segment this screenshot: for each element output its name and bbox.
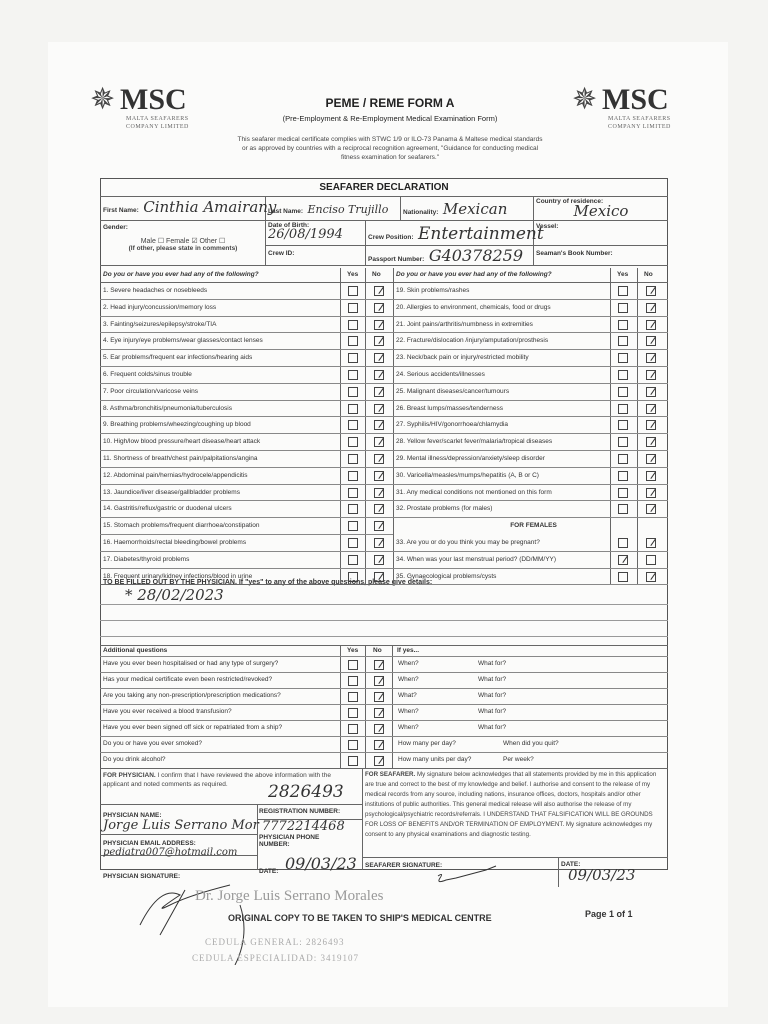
physician-email-label: PHYSICIAN EMAIL ADDRESS: [103, 840, 196, 847]
section-title: SEAFARER DECLARATION [319, 182, 449, 193]
question-item: 9. Breathing problems/wheezing/coughing up blood [103, 421, 251, 429]
yes-checkbox[interactable] [348, 303, 358, 313]
no-checkbox-checked[interactable] [374, 336, 384, 346]
yes-checkbox[interactable] [348, 420, 358, 430]
registration-number-value[interactable]: 2826493 [268, 782, 344, 802]
question-item: 16. Haemorrhoids/rectal bleeding/bowel problems [103, 539, 247, 546]
if-yes-prompt[interactable]: When? [398, 724, 419, 731]
if-yes-prompt[interactable]: What? [398, 692, 417, 699]
no-checkbox-checked[interactable] [646, 437, 656, 447]
question-item: 18. Frequent urinary/kidney infections/blood in urine [103, 572, 253, 580]
question-item: 23. Neck/back pain or injury/restricted mobility [396, 354, 529, 362]
additional-question: Have you ever been signed off sick or repatriated from a ship? [103, 724, 283, 731]
yes-checkbox[interactable] [618, 336, 628, 346]
stamp-cedula-general: CEDULA GENERAL: 2826493 [205, 937, 345, 947]
no-checkbox-checked[interactable] [646, 488, 656, 498]
column-header-no: No [373, 647, 382, 654]
yes-checkbox[interactable] [618, 471, 628, 481]
row-divider [100, 752, 668, 753]
no-checkbox-checked[interactable] [374, 454, 384, 464]
compass-emblem-icon: ✵ [572, 83, 598, 116]
last-name-field[interactable]: Last Name: Enciso Trujillo [268, 203, 389, 216]
question-item: 7. Poor circulation/varicose veins [103, 387, 199, 395]
physician-date-label: DATE: [259, 868, 279, 875]
yes-checkbox[interactable] [348, 320, 358, 330]
additional-question: Have you ever received a blood transfusion? [103, 708, 232, 715]
no-checkbox-checked[interactable] [374, 420, 384, 430]
column-header-no: No [372, 271, 381, 278]
question-item: 13. Jaundice/liver disease/gallbladder problems [103, 488, 240, 496]
no-checkbox-checked[interactable] [374, 437, 384, 447]
msc-logo-right [572, 85, 682, 135]
question-item: 11. Shortness of breath/chest pain/palpitations/angina [103, 455, 258, 462]
yes-checkbox[interactable] [348, 488, 358, 498]
additional-question: Do you drink alcohol? [103, 756, 166, 763]
no-checkbox-checked[interactable] [646, 353, 656, 363]
additional-question: Have you ever been hospitalised or had any type of surgery? [103, 660, 279, 667]
question-item: 25. Malignant diseases/cancer/tumours [396, 387, 510, 395]
yes-checkbox[interactable] [348, 387, 358, 397]
logo-subtitle: MALTA SEAFARERS COMPANY LIMITED [608, 116, 671, 130]
no-checkbox-checked[interactable] [374, 724, 384, 734]
yes-checkbox[interactable] [348, 740, 358, 750]
question-item: 19. Skin problems/rashes [396, 287, 470, 294]
question-item: 3. Fainting/seizures/epilepsy/stroke/TIA [103, 320, 217, 328]
vessel-field[interactable]: Vessel: [536, 223, 559, 230]
column-divider [392, 645, 393, 768]
question-item: 8. Asthma/bronchitis/pneumonia/tuberculosis [103, 404, 232, 412]
physician-stamp-name: Dr. Jorge Luis Serrano Morales [195, 888, 384, 904]
no-checkbox-checked[interactable] [374, 708, 384, 718]
if-yes-followup[interactable]: What for? [478, 660, 507, 667]
no-checkbox-checked[interactable] [646, 387, 656, 397]
yes-checkbox[interactable] [618, 454, 628, 464]
no-checkbox-checked[interactable] [646, 454, 656, 464]
yes-checkbox[interactable] [618, 303, 628, 313]
physician-name-label: PHYSICIAN NAME: [103, 812, 162, 819]
if-yes-prompt[interactable]: When? [398, 708, 419, 715]
no-checkbox-checked[interactable] [646, 286, 656, 296]
yes-checkbox[interactable] [348, 538, 358, 548]
question-item: 31. Any medical conditions not mentioned on this form [396, 488, 552, 496]
yes-checkbox[interactable] [618, 286, 628, 296]
column-divider [340, 645, 341, 768]
msc-logo-left [90, 85, 200, 135]
question-item: 34. When was your last menstrual period? (DD/MM/YY) [396, 555, 557, 563]
country-field[interactable]: Country of residence: Mexico [536, 198, 629, 220]
logo-text: MSC [602, 83, 669, 116]
yes-checkbox[interactable] [348, 708, 358, 718]
seafarer-signature [430, 862, 510, 884]
row-divider [393, 584, 668, 585]
compass-emblem-icon: ✵ [90, 83, 116, 116]
additional-question: Are you taking any non-prescription/prescription medications? [103, 692, 281, 699]
yes-checkbox[interactable] [348, 286, 358, 296]
no-checkbox-checked[interactable] [374, 404, 384, 414]
if-yes-followup[interactable]: Per week? [503, 756, 534, 763]
column-header-yes: Yes [347, 271, 359, 278]
question-item: 20. Allergies to environment, chemicals, food or drugs [396, 303, 551, 311]
physician-phone-label: PHYSICIAN PHONE NUMBER: [259, 834, 320, 848]
no-checkbox-checked[interactable] [646, 404, 656, 414]
yes-checkbox[interactable] [618, 437, 628, 447]
first-name-field[interactable]: First Name: Cinthia Amairany [103, 198, 277, 216]
gender-field[interactable]: Gender: Male ☐ Female ☑ Other ☐ (If other, please state in comments) [103, 224, 238, 252]
yes-checkbox[interactable] [618, 387, 628, 397]
yes-checkbox[interactable] [348, 504, 358, 514]
no-checkbox-checked[interactable] [646, 420, 656, 430]
physician-details-entry[interactable]: * 28/02/2023 [125, 586, 224, 604]
logo-text: MSC [120, 83, 187, 116]
question-item: 2. Head injury/concussion/memory loss [103, 303, 217, 311]
no-checkbox-checked[interactable] [646, 471, 656, 481]
no-checkbox-checked[interactable] [646, 370, 656, 380]
no-checkbox-checked[interactable] [374, 555, 384, 565]
question-item: 21. Joint pains/arthritis/numbness in extremities [396, 320, 533, 328]
if-yes-prompt[interactable]: How many units per day? [398, 756, 472, 763]
additional-question: Has your medical certificate even been restricted/revoked? [103, 676, 273, 683]
yes-checkbox[interactable] [348, 437, 358, 447]
yes-checkbox[interactable] [618, 320, 628, 330]
physician-signature-label: PHYSICIAN SIGNATURE: [103, 873, 181, 880]
no-checkbox-checked[interactable] [374, 740, 384, 750]
form-title: PEME / REME FORM A [325, 96, 455, 110]
no-checkbox-checked[interactable] [374, 504, 384, 514]
question-item: 22. Fracture/dislocation /injury/amputation/prosthesis [396, 337, 549, 345]
no-checkbox-checked[interactable] [374, 521, 384, 531]
physician-name-value[interactable]: Jorge Luis Serrano Mor [103, 818, 259, 833]
physician-details-label: TO BE FILLED OUT BY THE PHYSICIAN. If "yes" to any of the above questions, please give details: [103, 579, 433, 586]
question-item: 14. Gastritis/reflux/gastric or duodenal ulcers [103, 505, 232, 513]
no-checkbox[interactable] [646, 572, 656, 582]
seafarer-date-label: DATE: [561, 861, 581, 868]
question-item: 33. Are you or do you think you may be pregnant? [396, 539, 540, 546]
yes-checkbox[interactable] [618, 370, 628, 380]
seafarer-statement: FOR SEAFARER. My signature below acknowledges that all statements provided by me in this application are true and correct to the best of my knowledge and belief. I authorise and consent to the release of my medical records from any source, including nations, insurance offices, doctors, hospitals and/or other institutions of public authorities. This general medical release will also authorise the release of my psychological/psychiatric records/referrals. I UNDERSTAND THAT FALSIFICATION WILL BE GROUNDS FOR LOSS OF BENEFITS AND/OR TERMINATION OF EMPLOYMENT. My signature acknowledges my consent to any physical examinations and diagnostic testing. [365, 771, 657, 838]
question-item: 12. Abdominal pain/hernias/hydrocele/appendicitis [103, 471, 248, 479]
question-item: 5. Ear problems/frequent ear infections/hearing aids [103, 354, 253, 362]
if-yes-followup[interactable]: What for? [478, 676, 507, 683]
stamp-cedula-especialidad: CEDULA ESPECIALIDAD: 3419107 [192, 953, 359, 963]
if-yes-followup[interactable]: What for? [478, 724, 507, 731]
column-divider [365, 645, 366, 768]
question-item: 15. Stomach problems/frequent diarrhoea/constipation [103, 522, 260, 530]
yes-checkbox[interactable] [348, 572, 358, 582]
divider [100, 645, 668, 646]
no-checkbox-checked[interactable] [374, 756, 384, 766]
yes-checkbox[interactable] [348, 336, 358, 346]
questions-header-right: Do you or have you ever had any of the following? [396, 271, 552, 278]
yes-checkbox[interactable] [618, 420, 628, 430]
if-yes-prompt[interactable]: When? [398, 676, 419, 683]
if-yes-followup[interactable]: What for? [478, 708, 507, 715]
if-yes-followup[interactable]: When did you quit? [503, 740, 559, 747]
no-checkbox-checked[interactable] [374, 471, 384, 481]
yes-checkbox[interactable] [348, 353, 358, 363]
if-yes-prompt[interactable]: How many per day? [398, 740, 456, 747]
yes-checkbox[interactable] [618, 404, 628, 414]
if-yes-followup[interactable]: What for? [478, 692, 507, 699]
no-checkbox-checked[interactable] [374, 286, 384, 296]
yes-checkbox[interactable] [618, 555, 628, 565]
column-header-no: No [644, 271, 653, 278]
no-checkbox-checked[interactable] [646, 504, 656, 514]
no-checkbox-checked[interactable] [374, 303, 384, 313]
yes-checkbox[interactable] [618, 488, 628, 498]
question-item: 32. Prostate problems (for males) [396, 505, 493, 513]
physician-statement: FOR PHYSICIAN. I confirm that I have reviewed the above information with the applicant and noted comments as required. [103, 772, 331, 788]
yes-checkbox[interactable] [618, 353, 628, 363]
question-item: 10. High/low blood pressure/heart disease/heart attack [103, 438, 261, 446]
question-item: 27. Syphilis/HIV/gonorrhoea/chlamydia [396, 421, 509, 429]
question-item: 28. Yellow fever/scarlet fever/malaria/tropical diseases [396, 438, 553, 446]
question-item: 6. Frequent colds/sinus trouble [103, 371, 192, 378]
yes-checkbox[interactable] [348, 724, 358, 734]
seafarer-signature-label: SEAFARER SIGNATURE: [365, 862, 443, 869]
compliance-text: This seafarer medical certificate complies with STWC 1/9 or ILO-73 Panama & Maltese medical standards or as approved by countries with a reciprocal recognition agreement, "Guidance for conducting medical fitness examination for seafarers." [237, 136, 543, 161]
question-item: 26. Breast lumps/masses/tenderness [396, 404, 503, 412]
physician-date-value[interactable]: 09/03/23 [285, 854, 357, 873]
question-item: 30. Varicella/measles/mumps/hepatitis (A, B or C) [396, 471, 539, 479]
for-females-heading: FOR FEMALES [510, 522, 557, 530]
additional-question: Do you or have you ever smoked? [103, 740, 202, 747]
question-item: 17. Diabetes/thyroid problems [103, 555, 190, 563]
physician-phone-value[interactable]: 7772214468 [262, 819, 345, 834]
no-checkbox-checked[interactable] [374, 692, 384, 702]
question-item: 4. Eye injury/eye problems/wear glasses/contact lenses [103, 337, 263, 345]
no-checkbox-checked[interactable] [374, 320, 384, 330]
no-checkbox-checked[interactable] [374, 370, 384, 380]
question-item: 35. Gynaecological problems/cysts [396, 572, 497, 580]
question-item: 1. Severe headaches or nosebleeds [103, 287, 208, 294]
seaman-book-field[interactable]: Seaman's Book Number: [536, 250, 613, 257]
column-header-if-yes: If yes... [397, 647, 420, 654]
form-subtitle: (Pre-Employment & Re-Employment Medical Examination Form) [282, 114, 498, 123]
yes-checkbox[interactable] [348, 471, 358, 481]
yes-checkbox[interactable] [348, 404, 358, 414]
yes-checkbox[interactable] [348, 370, 358, 380]
no-checkbox-checked[interactable] [374, 538, 384, 548]
nationality-field[interactable]: Nationality: Mexican [403, 200, 508, 218]
crew-id-field[interactable]: Crew ID: [268, 250, 295, 257]
no-checkbox-checked[interactable] [374, 387, 384, 397]
page-number: Page 1 of 1 [585, 909, 633, 919]
yes-checkbox[interactable] [348, 676, 358, 686]
yes-checkbox[interactable] [348, 660, 358, 670]
physician-email-value[interactable]: pediatra007@hotmail.com [103, 847, 238, 858]
yes-checkbox[interactable] [348, 756, 358, 766]
footer-original-copy: ORIGINAL COPY TO BE TAKEN TO SHIP'S MEDICAL CENTRE [228, 913, 492, 923]
yes-checkbox[interactable] [618, 538, 628, 548]
seafarer-date-value[interactable]: 09/03/23 [568, 866, 636, 884]
no-checkbox-checked[interactable] [374, 353, 384, 363]
if-yes-prompt[interactable]: When? [398, 660, 419, 667]
yes-checkbox[interactable] [618, 572, 628, 582]
column-header-yes: Yes [347, 647, 359, 654]
no-checkbox[interactable] [646, 555, 656, 565]
yes-checkbox[interactable] [348, 521, 358, 531]
no-checkbox-checked[interactable] [646, 336, 656, 346]
crew-position-field[interactable]: Crew Position: Entertainment [368, 224, 544, 244]
passport-field[interactable]: Passport Number: G40378259 [368, 246, 524, 265]
no-checkbox[interactable] [646, 538, 656, 548]
no-checkbox-checked[interactable] [374, 488, 384, 498]
yes-checkbox[interactable] [348, 454, 358, 464]
questions-header-left: Do you or have you ever had any of the following? [103, 271, 259, 278]
column-header-yes: Yes [617, 271, 629, 278]
question-item: 24. Serious accidents/illnesses [396, 371, 485, 378]
question-item: 29. Mental illness/depression/anxiety/sleep disorder [396, 455, 545, 462]
yes-checkbox[interactable] [348, 692, 358, 702]
additional-header: Additional questions [103, 647, 168, 654]
dob-field[interactable]: Date of Birth: 26/08/1994 [268, 222, 343, 242]
no-checkbox-checked[interactable] [646, 320, 656, 330]
yes-checkbox[interactable] [618, 504, 628, 514]
no-checkbox-checked[interactable] [646, 303, 656, 313]
registration-number-label: REGISTRATION NUMBER: [259, 808, 341, 815]
no-checkbox-checked[interactable] [374, 572, 384, 582]
yes-checkbox[interactable] [348, 555, 358, 565]
no-checkbox-checked[interactable] [374, 676, 384, 686]
no-checkbox-checked[interactable] [374, 660, 384, 670]
logo-subtitle: MALTA SEAFARERS COMPANY LIMITED [126, 116, 189, 130]
